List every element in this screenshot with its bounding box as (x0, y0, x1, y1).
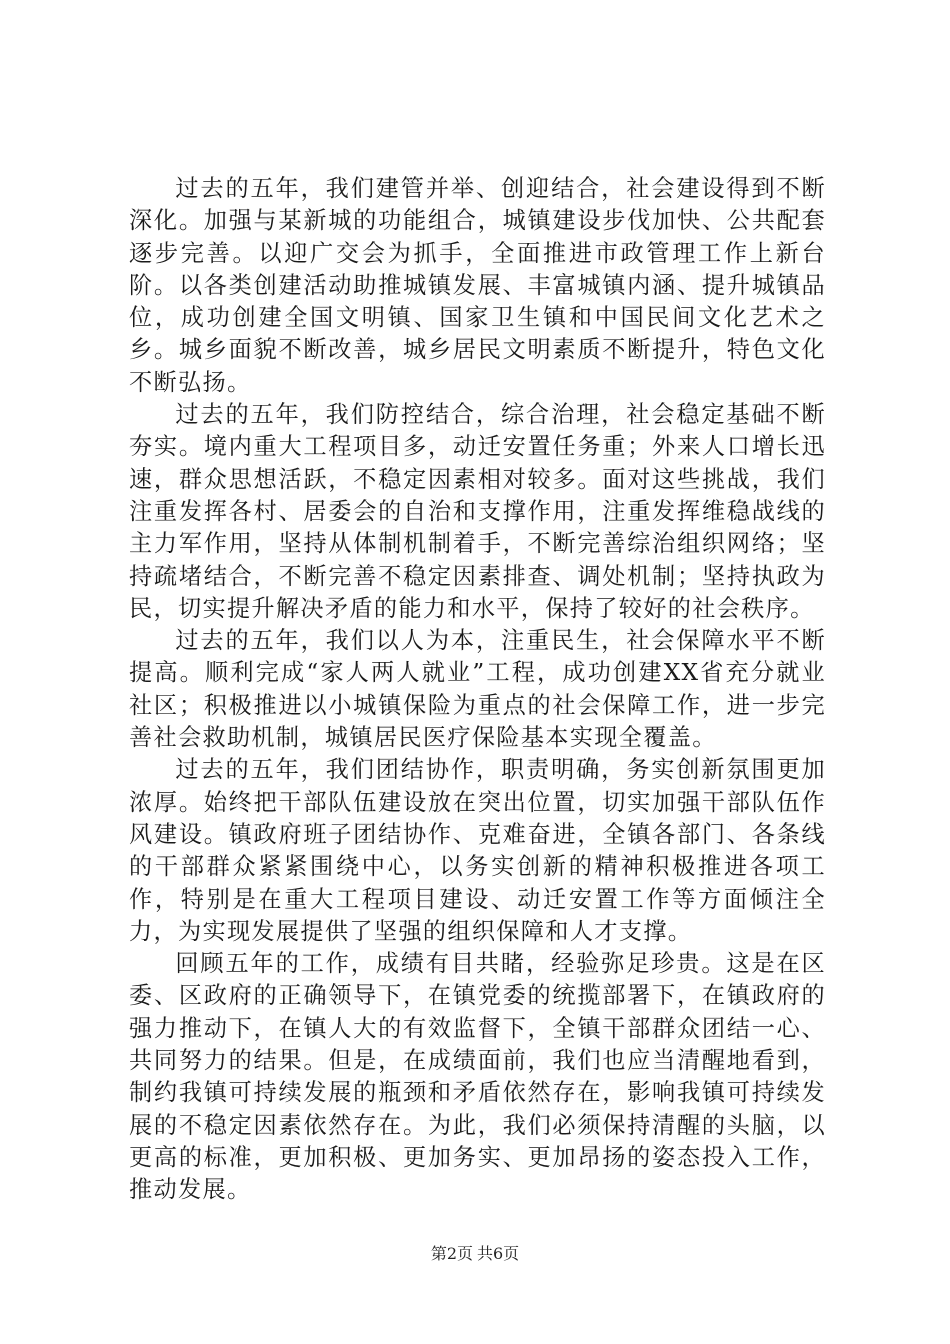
paragraph-social-construction: 过去的五年，我们建管并举、创迎结合，社会建设得到不断深化。加强与某新城的功能组合，城镇建设步伐加快、公共配套逐步完善。以迎广交会为抓手，全面推进市政管理工作上新台阶。以各类创建活动助推城镇发展、丰富城镇内涵、提升城镇品位，成功创建全国文明镇、国家卫生镇和中国民间文化艺术之乡。城乡面貌不断改善，城乡居民文明素质不断提升，特色文化不断弘扬。 (129, 175, 826, 396)
page-footer (0, 1244, 950, 1264)
paragraph-team-cooperation: 过去的五年，我们团结协作，职责明确，务实创新氛围更加浓厚。始终把干部队伍建设放在突出位置，切实加强干部队伍作风建设。镇政府班子团结协作、克难奋进，全镇各部门、各条线的干部群众紧紧围绕中心，以务实创新的精神积极推进各项工作，特别是在重大工程项目建设、动迁安置工作等方面倾注全力，为实现发展提供了坚强的组织保障和人才支撑。 (129, 756, 826, 945)
page-total: 共6页 (477, 1244, 520, 1263)
paragraph-social-stability: 过去的五年，我们防控结合，综合治理，社会稳定基础不断夯实。境内重大工程项目多，动迁安置任务重；外来人口增长迅速，群众思想活跃，不稳定因素相对较多。面对这些挑战，我们注重发挥各村、居委会的自治和支撑作用，注重发挥维稳战线的主力军作用，坚持从体制机制着手，不断完善综治组织网络；坚持疏堵结合，不断完善不稳定因素排查、调处机制；坚持执政为民，切实提升解决矛盾的能力和水平，保持了较好的社会秩序。 (129, 401, 826, 622)
document-body (129, 173, 826, 1207)
paragraph-review-summary: 回顾五年的工作，成绩有目共睹，经验弥足珍贵。这是在区委、区政府的正确领导下，在镇党委的统揽部署下，在镇政府的强力推动下，在镇人大的有效监督下，全镇干部群众团结一心、共同努力的结果。但是，在成绩面前，我们也应当清醒地看到，制约我镇可持续发展的瓶颈和矛盾依然存在，影响我镇可持续发展的不稳定因素依然存在。为此，我们必须保持清醒的头脑，以更高的标准，更加积极、更加务实、更加昂扬的姿态投入工作，推动发展。 (129, 950, 826, 1204)
page-number: 第2页 (430, 1244, 473, 1263)
paragraph-social-security: 过去的五年，我们以人为本，注重民生，社会保障水平不断提高。顺利完成“家人两人就业”工程，成功创建XX省充分就业社区；积极推进以小城镇保险为重点的社会保障工作，进一步完善社会救助机制，城镇居民医疗保险基本实现全覆盖。 (129, 627, 826, 752)
